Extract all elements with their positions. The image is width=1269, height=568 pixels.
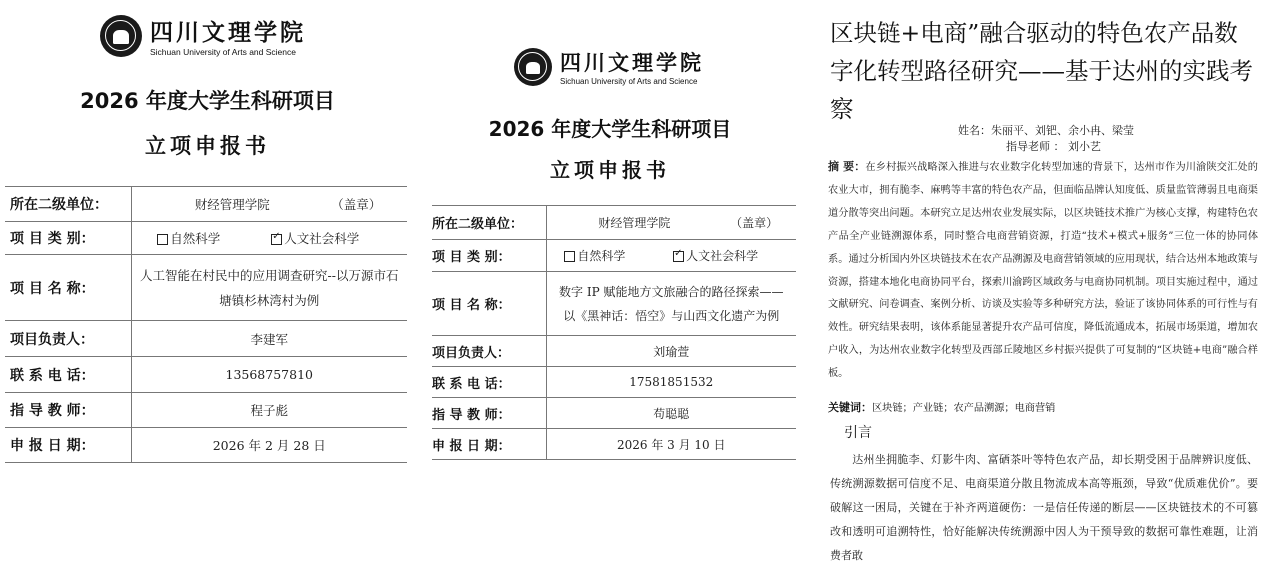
- label-unit: 所在二级单位：: [432, 206, 546, 240]
- application-form-table: [432, 205, 796, 460]
- form-row-phone: [5, 357, 407, 393]
- label-name: 项 目 名 称：: [5, 255, 131, 321]
- label-type: 项 目 类 别：: [5, 222, 131, 255]
- form-subtitle: 立项申报书: [145, 134, 270, 158]
- abstract-label: 摘 要：: [828, 160, 866, 173]
- school-logo: [514, 47, 704, 86]
- date-value: 2026 年 3 月 10 日: [546, 429, 796, 460]
- label-leader: 项目负责人：: [5, 321, 131, 357]
- keywords-text: 区块链；产业链；农产品溯源；电商营销: [872, 403, 1056, 414]
- form-row-date: [5, 428, 407, 463]
- form-row-date: [432, 429, 796, 460]
- form-row-phone: [432, 367, 796, 398]
- school-name-en: Sichuan University of Arts and Science: [150, 47, 296, 57]
- paper-title: 区块链+电商”融合驱动的特色农产品数字化转型路径研究——基于达州的实践考察: [830, 19, 1253, 123]
- school-seal-icon: [100, 15, 142, 57]
- school-name-cn: 四川文理学院: [560, 50, 704, 75]
- form-row-type: [432, 240, 796, 272]
- label-phone: 联 系 电 话：: [432, 367, 546, 398]
- paper-advisor: 指导老师 ： 刘小艺: [1006, 140, 1101, 153]
- intro-text: 达州坐拥脆李、灯影牛肉、富硒茶叶等特色农产品，却长期受困于品牌辨识度低、传统溯源数据可信度不足、电商渠道分散且物流成本高等瓶颈，导致“优质难优价”。要破解这一困局，关键在于补齐两道硬伤：一是信任传递的断层——区块链技术的不可篡改和透明可追溯特性，恰好能解决传统溯源中因人为干预导致的数据可靠性难题，让消费者敢: [830, 453, 1258, 562]
- checkbox-natural-science[interactable]: [157, 234, 168, 245]
- form-subtitle: 立项申报书: [550, 158, 670, 182]
- type-option-humanities: 人文社会科学: [284, 231, 360, 246]
- form-row-name: [5, 255, 407, 321]
- form-row-leader: [432, 336, 796, 367]
- school-seal-icon: [514, 48, 552, 86]
- left-application-page: [0, 0, 415, 546]
- form-row-teacher: [5, 393, 407, 428]
- stamp-note: （盖章）: [331, 197, 382, 212]
- abstract-text: 在乡村振兴战略深入推进与农业数字化转型加速的背景下，达州市作为川渝陕交汇处的农业大市，拥有脆李、麻鸭等丰富的特色农产品，但面临品牌认知度低、质量监管薄弱且电商渠道分散等突出问题。本研究立足达州农业发展实际，以区块链技术推广为核心支撑，构建特色农产品全产业链溯源体系，同时整合电商营销资源，打造“技术+模式+服务”三位一体的协同体系。通过分析国内外区块链技术在农产品溯源及电商营销领域的应用现状，结合达州本地政策与资源，搭建本地化电商协同平台，探索川渝跨区域政务与电商协同机制。项目实施过程中，通过文献研究、问卷调查、案例分析、访谈及实验等多种研究方法，验证了该协同体系的可行性与有效性。研究结果表明，该体系能显著提升农产品可信度，降低流通成本，拓展市场渠道，增加农户收入，为达州农业数字化转型及西部丘陵地区乡村振兴提供了可复制的“区块链+电商”融合样板。: [828, 162, 1258, 380]
- label-date: 申 报 日 期：: [5, 428, 131, 463]
- checkbox-humanities-checked[interactable]: [673, 251, 684, 262]
- application-form-table: [5, 186, 407, 463]
- type-option-humanities: 人文社会科学: [686, 249, 759, 263]
- form-title: 2026 年度大学生科研项目: [488, 117, 732, 141]
- label-name: 项 目 名 称：: [432, 272, 546, 336]
- form-row-unit: [432, 206, 796, 240]
- phone-value: 13568757810: [131, 357, 407, 393]
- label-unit: 所在二级单位：: [5, 187, 131, 222]
- form-row-unit: [5, 187, 407, 222]
- school-name-cn: 四川文理学院: [150, 19, 306, 46]
- keywords-label: 关键词：: [828, 401, 872, 414]
- teacher-value: 程子彪: [131, 393, 407, 428]
- label-teacher: 指 导 教 师：: [432, 398, 546, 429]
- form-row-name: [432, 272, 796, 336]
- phone-value: 17581851532: [546, 367, 796, 398]
- label-teacher: 指 导 教 师：: [5, 393, 131, 428]
- form-row-teacher: [432, 398, 796, 429]
- date-value: 2026 年 2 月 28 日: [131, 428, 407, 463]
- checkbox-natural-science[interactable]: [564, 251, 575, 262]
- leader-value: 李建军: [131, 321, 407, 357]
- school-logo: [100, 14, 306, 57]
- label-date: 申 报 日 期：: [432, 429, 546, 460]
- label-leader: 项目负责人：: [432, 336, 546, 367]
- label-phone: 联 系 电 话：: [5, 357, 131, 393]
- school-name-en: Sichuan University of Arts and Science: [560, 77, 698, 86]
- type-option-natural: 自然科学: [577, 249, 626, 263]
- unit-value: 财经管理学院: [194, 197, 270, 212]
- project-name-value: 人工智能在村民中的应用调查研究--以万源市石塘镇杉林湾村为例: [131, 255, 407, 321]
- intro-paragraph: [830, 448, 1258, 568]
- form-title: 2026 年度大学生科研项目: [80, 89, 335, 113]
- teacher-value: 苟聪聪: [546, 398, 796, 429]
- paper-authors: 姓名：朱丽平、刘钯、余小冉、梁莹: [958, 124, 1134, 137]
- unit-value: 财经管理学院: [598, 216, 671, 230]
- middle-application-page: [420, 0, 800, 546]
- leader-value: 刘瑜萱: [546, 336, 796, 367]
- checkbox-humanities-checked[interactable]: [271, 234, 282, 245]
- abstract-paragraph: [828, 156, 1258, 386]
- stamp-note: （盖章）: [730, 216, 779, 230]
- keywords-line: [828, 399, 1258, 415]
- form-row-leader: [5, 321, 407, 357]
- type-option-natural: 自然科学: [170, 231, 221, 246]
- form-row-type: [5, 222, 407, 255]
- intro-heading: 引言: [844, 425, 872, 441]
- paper-page: [808, 0, 1269, 562]
- project-name-value: 数字 IP 赋能地方文旅融合的路径探索——以《黑神话：悟空》与山西文化遗产为例: [546, 272, 796, 336]
- label-type: 项 目 类 别：: [432, 240, 546, 272]
